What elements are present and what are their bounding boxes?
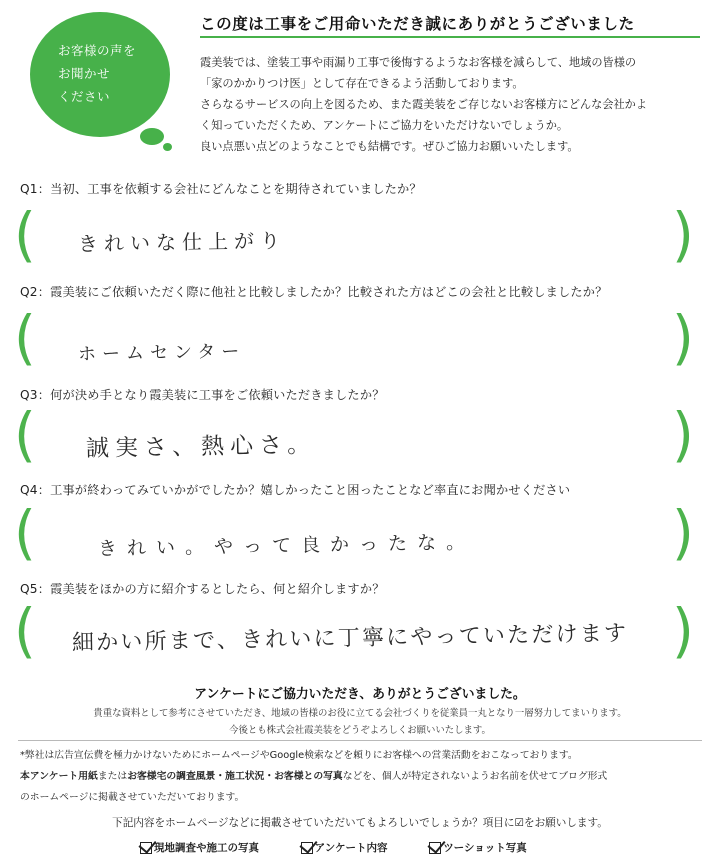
checkbox-checked-icon[interactable] xyxy=(301,842,313,854)
thanks-title: アンケートにご協力いただき、ありがとうございました。 xyxy=(194,687,526,702)
close-bracket: ) xyxy=(672,401,694,470)
checklist-label: 現地調査や施工の写真 xyxy=(154,842,259,854)
checklist-label: アンケート内容 xyxy=(314,842,388,854)
publication-notes xyxy=(20,745,710,808)
checkbox-checked-icon[interactable] xyxy=(429,842,441,854)
intro-text xyxy=(200,52,705,157)
thanks-body xyxy=(0,705,720,739)
checklist-item[interactable] xyxy=(140,842,259,854)
answer-4-handwritten: きれい。やって良かったな。 xyxy=(97,531,476,560)
intro-line: く知っていただくため、アンケートにご協力をいただけないでしょうか。 xyxy=(200,119,569,132)
checklist-item[interactable] xyxy=(301,842,388,854)
open-bracket: ( xyxy=(14,499,36,568)
note-line xyxy=(20,766,710,787)
close-bracket: ) xyxy=(672,304,694,373)
close-bracket: ) xyxy=(672,597,694,666)
voice-badge xyxy=(30,12,170,137)
badge-line: ください xyxy=(58,89,111,104)
publish-checklist xyxy=(140,840,620,860)
intro-line: 良い点悪い点どのようなことでも結構です。ぜひご協力お願いいたします。 xyxy=(200,140,579,153)
open-bracket: ( xyxy=(14,597,36,666)
intro-line: 「家のかかりつけ医」として存在できるよう活動しております。 xyxy=(200,77,524,90)
checkbox-checked-icon[interactable] xyxy=(140,842,152,854)
intro-line: さらなるサービスの向上を図るため、また霞美装をご存じないお客様方にどんな会社かよ xyxy=(200,98,648,111)
thanks-line: 今後とも株式会社霞美装をどうぞよろしくお願いいたします。 xyxy=(229,725,491,736)
note-text: または xyxy=(97,771,128,782)
speech-bubble-dot xyxy=(163,143,172,151)
publish-request: 下記内容をホームページなどに掲載させていただいてもよろしいでしょうか？項目に☑をお願いします。 xyxy=(112,817,608,829)
speech-bubble-dot xyxy=(140,128,164,145)
note-text: などを、個人が特定されないようお名前を伏せてブログ形式 xyxy=(342,771,608,782)
note-bold: 本アンケート用紙 xyxy=(20,771,98,782)
badge-line: お客様の声を xyxy=(58,43,137,58)
note-line: *弊社は広告宣伝費を極力かけないためにホームページやGoogle検索などを頼りにお客様への営業活動をおこなっております。 xyxy=(20,750,578,761)
answer-3-handwritten: 誠実さ、熱心さ。 xyxy=(85,431,317,462)
open-bracket: ( xyxy=(14,401,36,470)
note-bold: お客様宅の調査風景・施工状況・お客様との写真 xyxy=(127,771,343,782)
close-bracket: ) xyxy=(672,499,694,568)
badge-line: お聞かせ xyxy=(58,66,111,81)
answer-2-handwritten: ホームセンター xyxy=(77,341,246,365)
intro-line: 霞美装では、塗装工事や雨漏り工事で後悔するようなお客様を減らして、地域の皆様の xyxy=(200,56,637,69)
question-3-label: Q3：何が決め手となり霞美装に工事をご依頼いただきましたか？ xyxy=(20,388,385,402)
section-divider xyxy=(18,740,702,741)
question-4-label: Q4：工事が終わってみていかがでしたか？嬉しかったこと困ったことなど率直にお聞かせください xyxy=(20,483,571,497)
title-underline xyxy=(200,36,700,38)
answer-1-handwritten: きれいな仕上がり xyxy=(77,228,287,256)
checklist-item[interactable] xyxy=(429,842,527,854)
question-2-label: Q2：霞美装にご依頼いただく際に他社と比較しましたか？比較された方はどこの会社と比較しましたか？ xyxy=(20,285,608,299)
question-1-label: Q1：当初、工事を依頼する会社にどんなことを期待されていましたか？ xyxy=(20,182,422,196)
checklist-label: ツーショット写真 xyxy=(443,842,527,854)
close-bracket: ) xyxy=(672,201,694,270)
note-line: のホームページに掲載させていただいております。 xyxy=(20,792,245,803)
question-5-label: Q5：霞美装をほかの方に紹介するとしたら、何と紹介しますか？ xyxy=(20,582,385,596)
page-title: この度は工事をご用命いただき誠にありがとうございました xyxy=(200,15,635,33)
thanks-line: 貴重な資料として参考にさせていただき、地域の皆様のお役に立てる会社づくりを従業員一丸となり一層努力してまいります。 xyxy=(93,708,627,719)
open-bracket: ( xyxy=(14,304,36,373)
open-bracket: ( xyxy=(14,201,36,270)
answer-5-handwritten: 細かい所まで、きれいに丁寧にやっていただけます xyxy=(71,621,629,656)
